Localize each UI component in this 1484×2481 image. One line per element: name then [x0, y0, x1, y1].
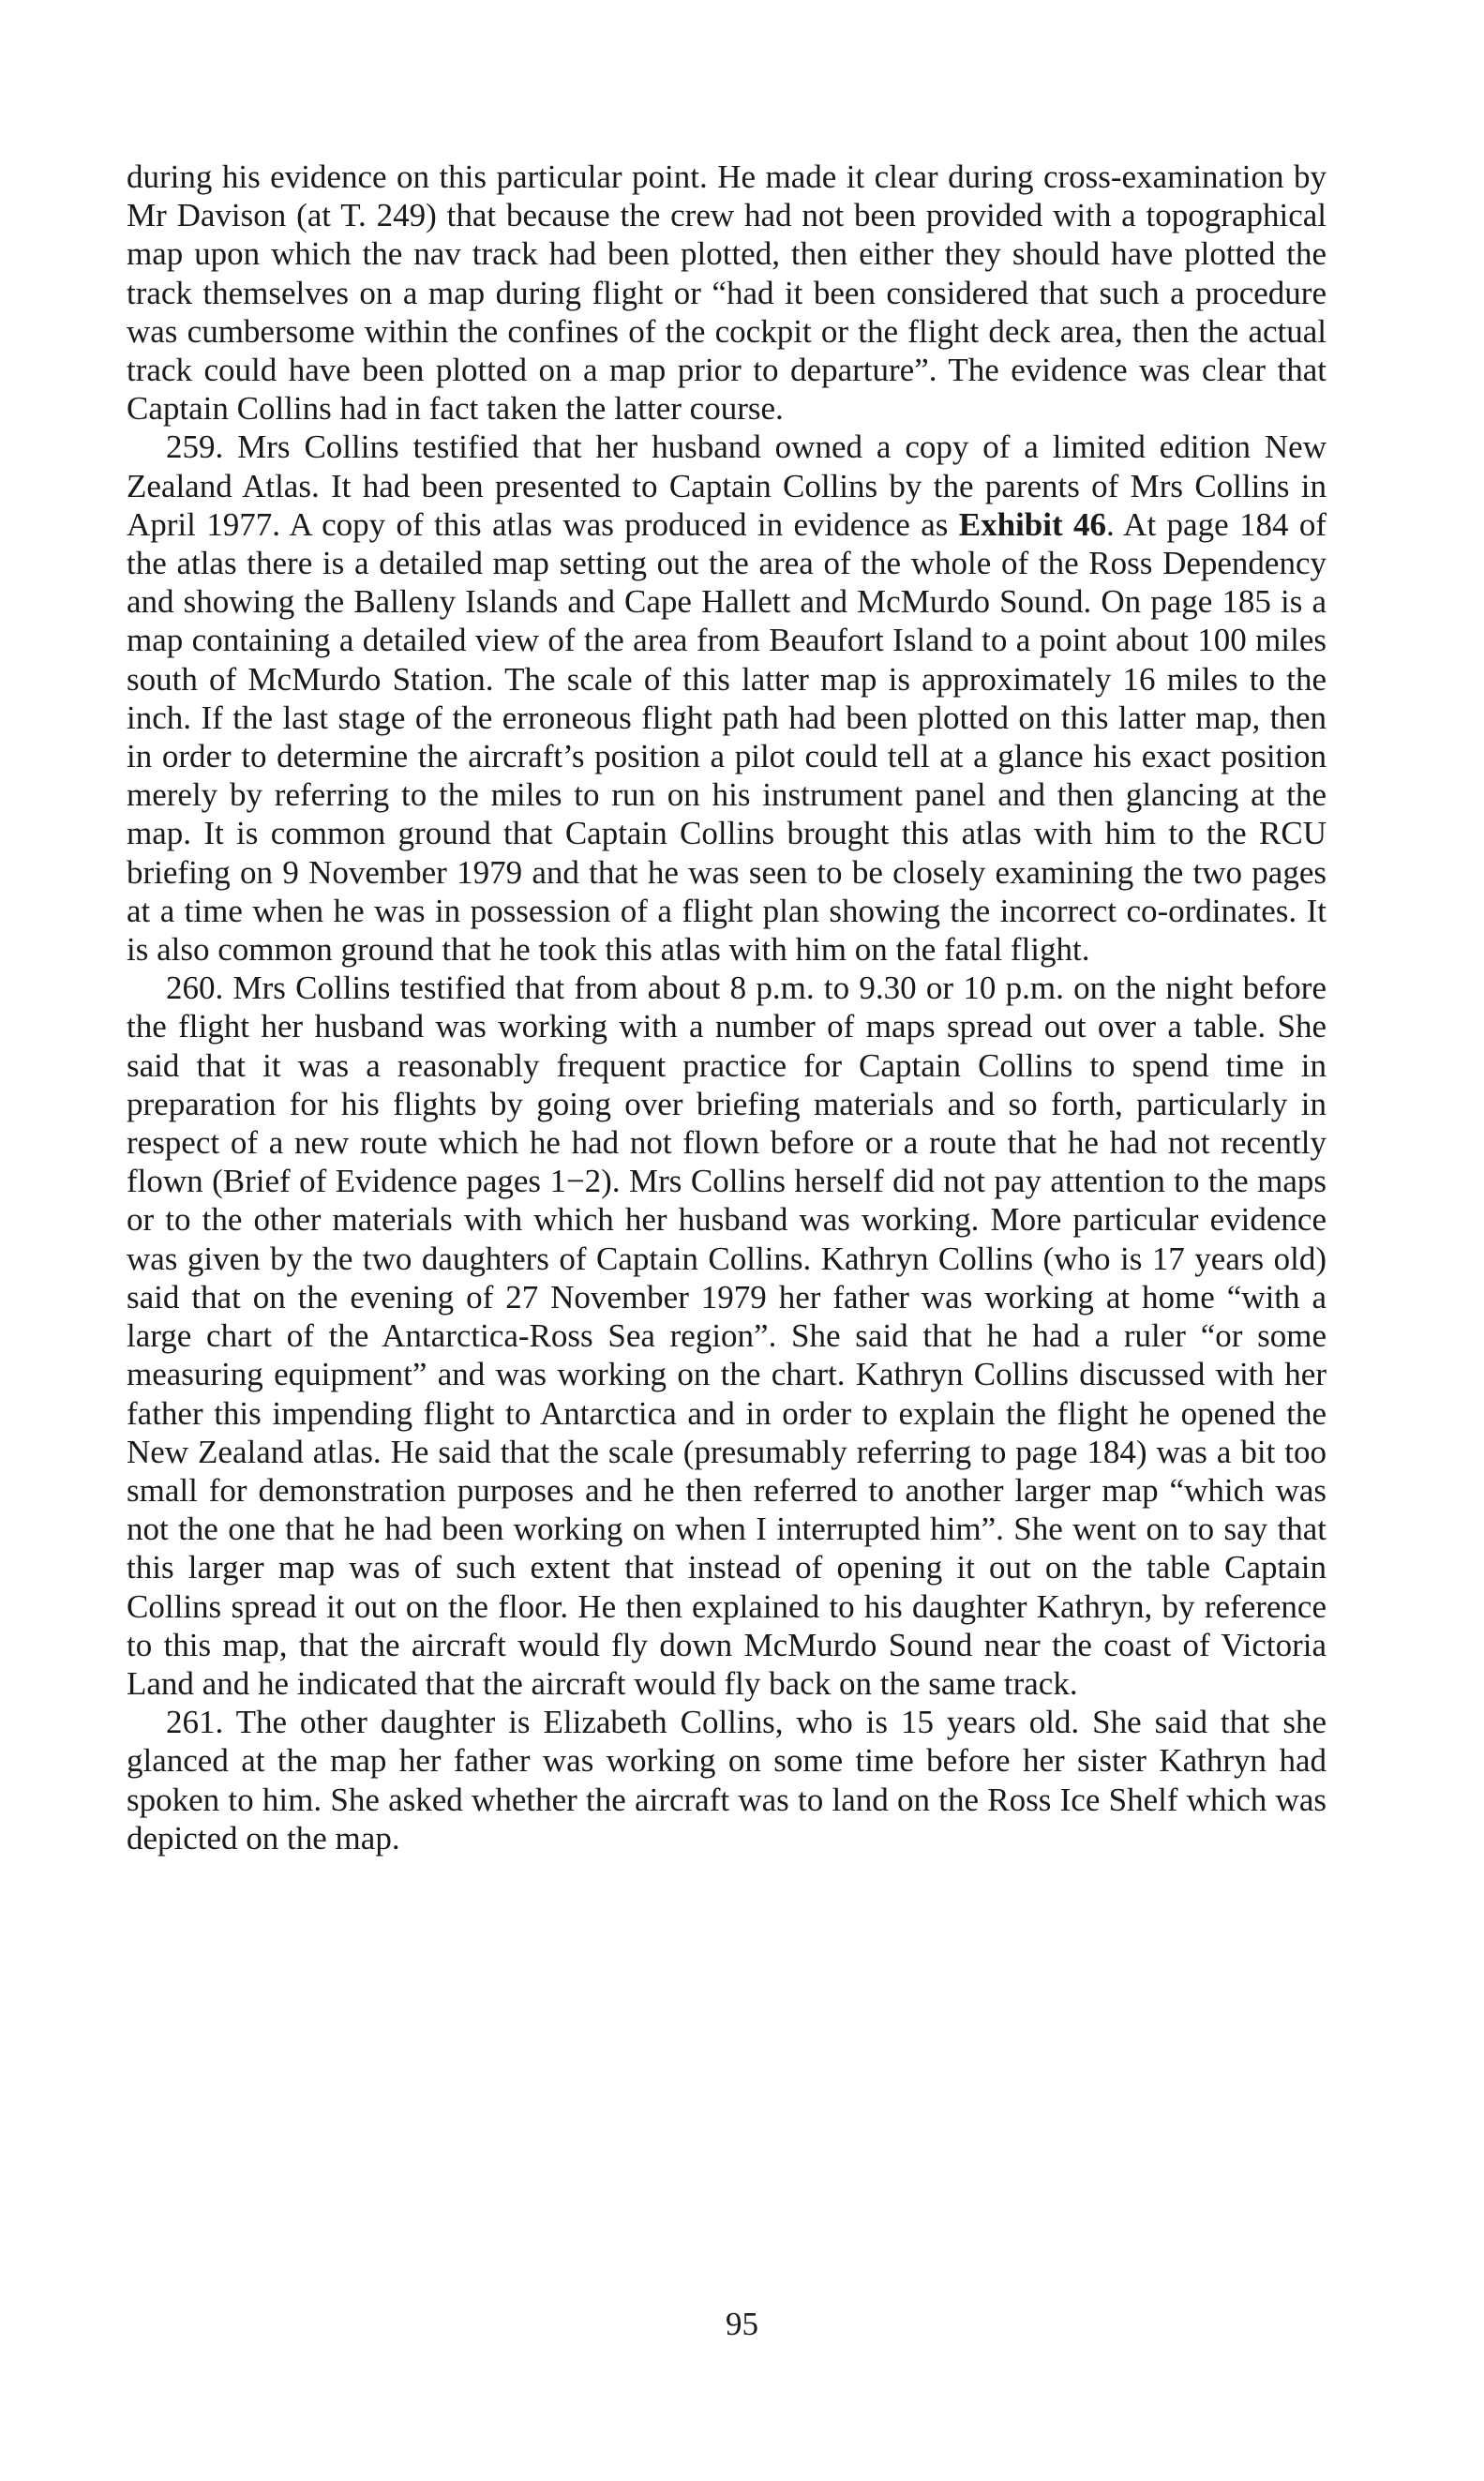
page-number: 95 [726, 2306, 758, 2342]
paragraph-259 [127, 428, 1327, 969]
paragraph-259-text-before: 259. Mrs Collins testified that her husband owned a copy of a limited edition New Zealand Atlas. It had been presented to Captain Collins by the parents of Mrs Collins in April 1977. A copy of this atlas was produced in evidence as [127, 429, 1327, 543]
exhibit-46-label: Exhibit 46 [958, 505, 1106, 543]
paragraph-259-text-after: . At page 184 of the atlas there is a detailed map setting out the area of the whole of the Ross Dependency and showing the Balleny Islands and Cape Hallett and McMurdo Sound. On page 185 is a map containing a detailed view of the area from Beaufort Island to a point about 100 miles south of McMurdo Station. The scale of this latter map is approximately 16 miles to the inch. If the last stage of the erroneous flight path had been plotted on this latter map, then in order to determine the aircraft’s position a pilot could tell at a glance his exact position merely by referring to the miles to run on his instrument panel and then glancing at the map. It is common ground that Captain Collins brought this atlas with him to the RCU briefing on 9 November 1979 and that he was seen to be closely examining the two pages at a time when he was in possession of a flight plan showing the incorrect co-ordinates. It is also common ground that he took this atlas with him on the fatal flight. [127, 505, 1327, 969]
paragraph-continued: during his evidence on this particular point. He made it clear during cross-examination by Mr Davison (at T. 249) that because the crew had not been provided with a topographical map upon which the nav track had been plotted, then either they should have plotted the track themselves on a map during flight or “had it been considered that such a procedure was cumbersome within the confines of the cockpit or the flight deck area, then the actual track could have been plotted on a map prior to departure”. The evidence was clear that Captain Collins had in fact taken the latter course. [127, 158, 1327, 428]
body-text [127, 158, 1327, 1857]
paragraph-261: 261. The other daughter is Elizabeth Collins, who is 15 years old. She said that she glanced at the map her father was working on some time before her sister Kathryn had spoken to him. She asked whether the aircraft was to land on the Ross Ice Shelf which was depicted on the map. [127, 1704, 1327, 1857]
paragraph-260: 260. Mrs Collins testified that from about 8 p.m. to 9.30 or 10 p.m. on the night before the flight her husband was working with a number of maps spread out over a table. She said that it was a reasonably frequent practice for Captain Collins to spend time in preparation for his flights by going over briefing materials and so forth, particularly in respect of a new route which he had not flown before or a route that he had not recently flown (Brief of Evidence pages 1−2). Mrs Collins herself did not pay attention to the maps or to the other materials with which her husband was working. More particular evidence was given by the two daughters of Captain Collins. Kathryn Collins (who is 17 years old) said that on the evening of 27 November 1979 her father was working at home “with a large chart of the Antarctica-Ross Sea region”. She said that he had a ruler “or some measuring equipment” and was working on the chart. Kathryn Collins discussed with her father this impending flight to Antarctica and in order to explain the flight he opened the New Zealand atlas. He said that the scale (presumably referring to page 184) was a bit too small for demonstration purposes and he then referred to another larger map “which was not the one that he had been working on when I interrupted him”. She went on to say that this larger map was of such extent that instead of opening it out on the table Captain Collins spread it out on the floor. He then explained to his daughter Kathryn, by reference to this map, that the aircraft would fly down McMurdo Sound near the coast of Victoria Land and he indicated that the aircraft would fly back on the same track. [127, 970, 1327, 1702]
